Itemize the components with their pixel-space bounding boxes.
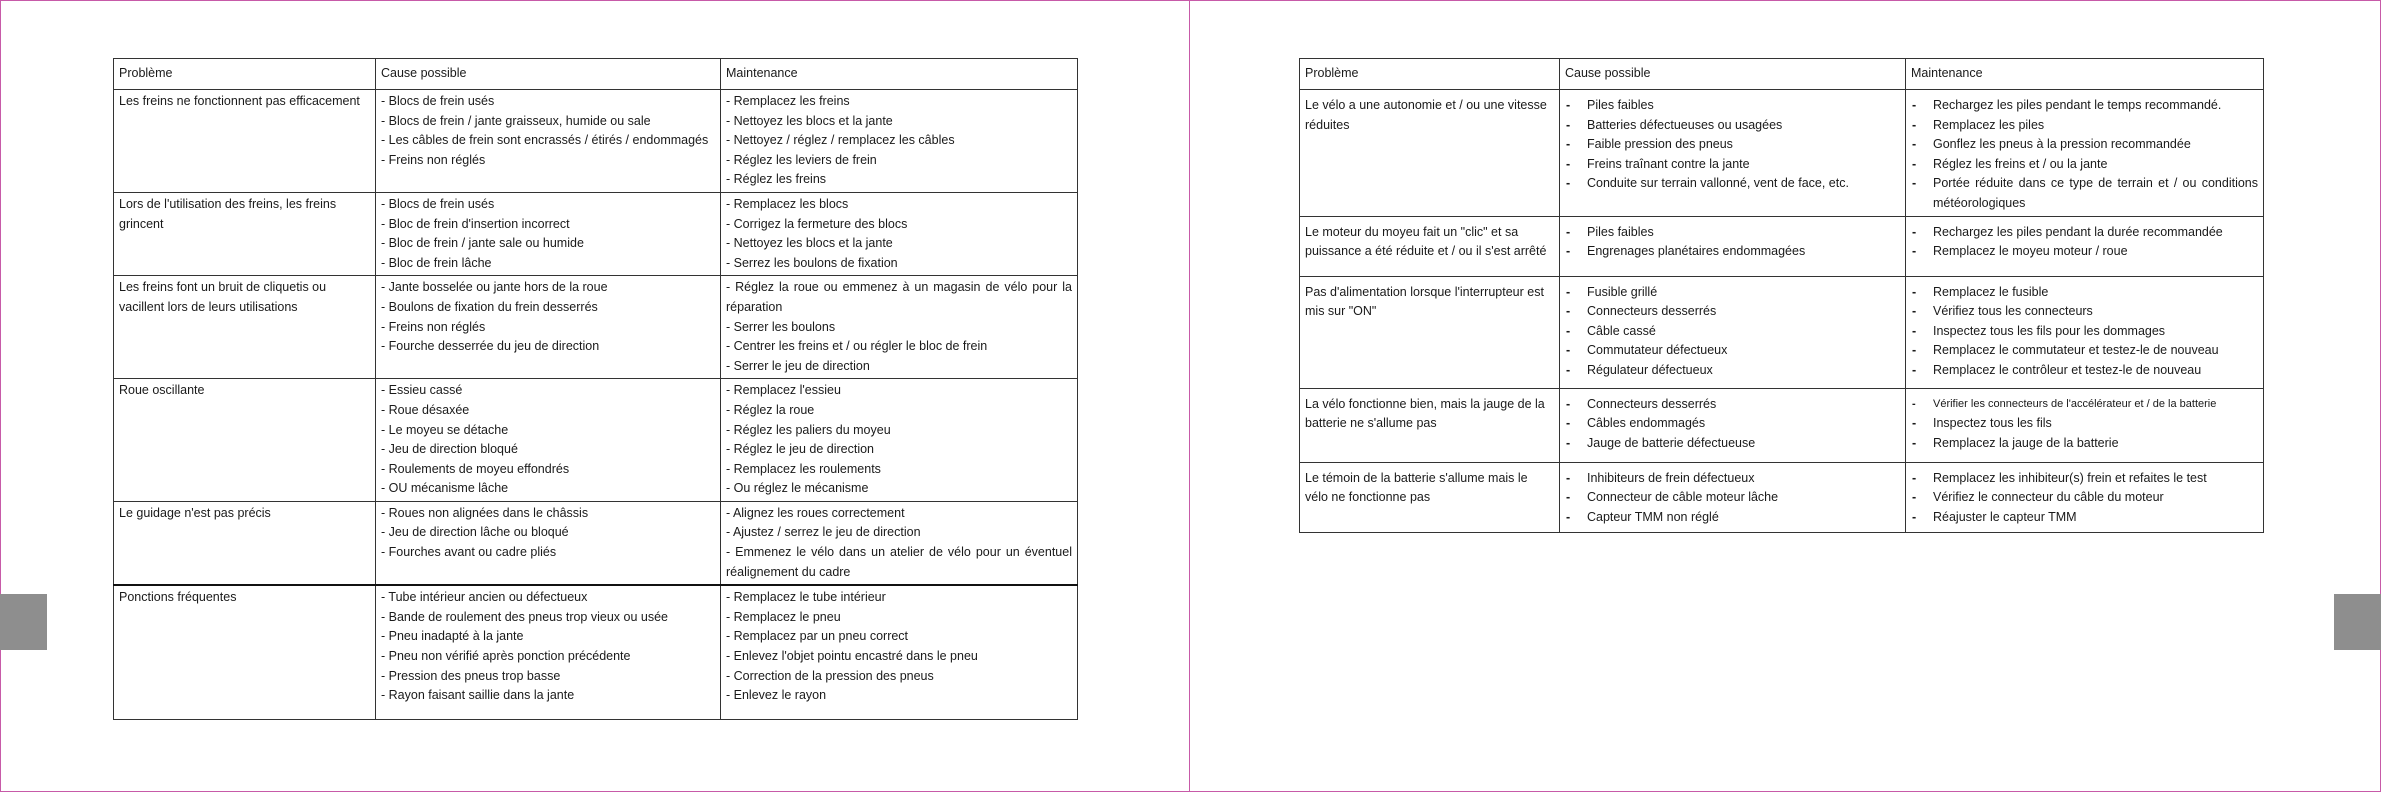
fix-line: - Remplacez les roulements — [726, 461, 881, 476]
fix-item: - Remplacez le fusible — [1911, 283, 2258, 303]
problem-cell: La vélo fonctionne bien, mais la jauge de la batterie ne s'allume pas — [1300, 388, 1560, 462]
cause-cell — [376, 90, 721, 193]
cause-cell — [1560, 90, 1906, 217]
fix-item: - Rechargez les piles pendant le temps recommandé. — [1911, 96, 2258, 116]
maintenance-cell — [721, 585, 1078, 719]
problem-cell: Pas d'alimentation lorsque l'interrupteur est mis sur "ON" — [1300, 276, 1560, 388]
fix-item: - Remplacez la jauge de la batterie — [1911, 434, 2258, 454]
fix-line: - Serrez les boulons de fixation — [726, 255, 898, 270]
cause-line: - Fourche desserrée du jeu de direction — [381, 339, 600, 354]
cause-cell — [376, 276, 721, 379]
cause-line: - Blocs de frein / jante graisseux, humide ou sale — [381, 113, 651, 128]
fix-item: - Remplacez le contrôleur et testez-le de nouveau — [1911, 361, 2258, 381]
cause-line: - Bloc de frein / jante sale ou humide — [381, 236, 584, 251]
fix-line: - Alignez les roues correctement — [726, 505, 905, 520]
cause-item: - Batteries défectueuses ou usagées — [1565, 116, 1900, 136]
header-cause: Cause possible — [1560, 59, 1906, 90]
troubleshooting-table-mechanical — [113, 58, 1078, 720]
cause-item: - Piles faibles — [1565, 96, 1900, 116]
problem-cell: Le moteur du moyeu fait un "clic" et sa puissance a été réduite et / ou il s'est arrêté — [1300, 216, 1560, 276]
cause-line: - Jante bosselée ou jante hors de la roue — [381, 280, 608, 295]
fix-item: - Inspectez tous les fils pour les dommages — [1911, 322, 2258, 342]
table-header-row — [1300, 59, 2264, 90]
table-row — [114, 90, 1078, 193]
cause-item: - Piles faibles — [1565, 223, 1900, 243]
fix-item: - Rechargez les piles pendant la durée recommandée — [1911, 223, 2258, 243]
problem-cell: Les freins ne fonctionnent pas efficacement — [114, 90, 376, 193]
cause-item: - Connecteurs desserrés — [1565, 395, 1900, 415]
fix-line: - Remplacez par un pneu correct — [726, 629, 909, 644]
fix-line: - Réglez les freins — [726, 172, 827, 187]
table-row — [114, 379, 1078, 502]
fix-item: - Vérifier les connecteurs de l'accélérateur et / de la batterie — [1911, 395, 2258, 415]
fix-line: - Ou réglez le mécanisme — [726, 481, 869, 496]
maintenance-cell — [1906, 90, 2264, 217]
table-row — [1300, 216, 2264, 276]
cause-line: - Pression des pneus trop basse — [381, 668, 561, 683]
problem-cell: Roue oscillante — [114, 379, 376, 502]
cause-line: - OU mécanisme lâche — [381, 481, 509, 496]
table-row — [114, 192, 1078, 275]
cause-item: - Connecteur de câble moteur lâche — [1565, 488, 1900, 508]
header-maintenance: Maintenance — [721, 59, 1078, 90]
cause-cell — [1560, 276, 1906, 388]
cause-item: - Câble cassé — [1565, 322, 1900, 342]
fix-line: - Ajustez / serrez le jeu de direction — [726, 525, 921, 540]
problem-cell: Le guidage n'est pas précis — [114, 501, 376, 585]
header-cause: Cause possible — [376, 59, 721, 90]
cause-cell — [1560, 462, 1906, 532]
table-row — [1300, 90, 2264, 217]
problem-cell: Les freins font un bruit de cliquetis ou vacillent lors de leurs utilisations — [114, 276, 376, 379]
fix-line: - Nettoyez les blocs et la jante — [726, 236, 893, 251]
fix-item: - Remplacez les inhibiteur(s) frein et refaites le test — [1911, 469, 2258, 489]
fix-item: - Vérifiez tous les connecteurs — [1911, 302, 2258, 322]
table-row — [114, 276, 1078, 379]
cause-item: - Faible pression des pneus — [1565, 135, 1900, 155]
maintenance-cell — [1906, 462, 2264, 532]
header-problem: Problème — [114, 59, 376, 90]
cause-cell — [376, 192, 721, 275]
fix-line: - Nettoyez / réglez / remplacez les câbles — [726, 133, 955, 148]
cause-line: - Bande de roulement des pneus trop vieux ou usée — [381, 609, 668, 624]
cause-line: - Roue désaxée — [381, 402, 470, 417]
maintenance-cell — [721, 379, 1078, 502]
fix-line: - Emmenez le vélo dans un atelier de vélo pour un éventuel réalignement du cadre — [726, 545, 1072, 579]
cause-item: - Connecteurs desserrés — [1565, 302, 1900, 322]
problem-cell: Le témoin de la batterie s'allume mais le vélo ne fonctionne pas — [1300, 462, 1560, 532]
cause-item: - Commutateur défectueux — [1565, 341, 1900, 361]
maintenance-cell — [721, 90, 1078, 193]
cause-line: - Blocs de frein usés — [381, 94, 495, 108]
fix-item: - Réajuster le capteur TMM — [1911, 508, 2258, 528]
maintenance-cell — [1906, 276, 2264, 388]
cause-line: - Pneu inadapté à la jante — [381, 629, 524, 644]
problem-cell: Le vélo a une autonomie et / ou une vitesse réduites — [1300, 90, 1560, 217]
fix-item: - Réglez les freins et / ou la jante — [1911, 155, 2258, 175]
cause-line: - Freins non réglés — [381, 319, 486, 334]
cause-item: - Inhibiteurs de frein défectueux — [1565, 469, 1900, 489]
header-maintenance: Maintenance — [1906, 59, 2264, 90]
fix-item: - Gonflez les pneus à la pression recommandée — [1911, 135, 2258, 155]
fix-line: - Serrer les boulons — [726, 319, 836, 334]
cause-item: - Fusible grillé — [1565, 283, 1900, 303]
fix-item: - Remplacez le commutateur et testez-le de nouveau — [1911, 341, 2258, 361]
fix-item: - Portée réduite dans ce type de terrain et / ou conditions météorologiques — [1911, 174, 2258, 213]
fix-item: - Inspectez tous les fils — [1911, 414, 2258, 434]
cause-line: - Freins non réglés — [381, 152, 486, 167]
table-header-row — [114, 59, 1078, 90]
header-problem: Problème — [1300, 59, 1560, 90]
cause-cell — [376, 501, 721, 585]
fix-line: - Serrer le jeu de direction — [726, 358, 870, 373]
cause-item: - Freins traînant contre la jante — [1565, 155, 1900, 175]
cause-line: - Fourches avant ou cadre pliés — [381, 545, 557, 560]
fix-line: - Réglez la roue ou emmenez à un magasin de vélo pour la réparation — [726, 280, 1072, 314]
cause-item: - Câbles endommagés — [1565, 414, 1900, 434]
cause-item: - Engrenages planétaires endommagées — [1565, 242, 1900, 262]
fix-line: - Corrigez la fermeture des blocs — [726, 216, 908, 231]
left-page-tab — [0, 594, 47, 650]
cause-cell — [376, 585, 721, 719]
fix-line: - Centrer les freins et / ou régler le bloc de frein — [726, 339, 988, 354]
fix-line: - Remplacez le tube intérieur — [726, 590, 886, 605]
table-row — [1300, 388, 2264, 462]
maintenance-cell — [1906, 388, 2264, 462]
cause-line: - Roues non alignées dans le châssis — [381, 505, 589, 520]
fix-item: - Remplacez les piles — [1911, 116, 2258, 136]
right-page-tab — [2334, 594, 2381, 650]
cause-line: - Jeu de direction lâche ou bloqué — [381, 525, 569, 540]
fix-line: - Correction de la pression des pneus — [726, 668, 934, 683]
fix-line: - Remplacez les freins — [726, 94, 850, 108]
cause-line: - Le moyeu se détache — [381, 422, 509, 437]
fix-line: - Réglez les leviers de frein — [726, 152, 877, 167]
fix-item: - Vérifiez le connecteur du câble du moteur — [1911, 488, 2258, 508]
table-row — [114, 585, 1078, 719]
cause-line: - Tube intérieur ancien ou défectueux — [381, 590, 588, 605]
cause-line: - Boulons de fixation du frein desserrés — [381, 299, 598, 314]
cause-cell — [1560, 388, 1906, 462]
cause-line: - Les câbles de frein sont encrassés / étirés / endommagés — [381, 133, 709, 148]
cause-line: - Roulements de moyeu effondrés — [381, 461, 570, 476]
table-row — [114, 501, 1078, 585]
maintenance-cell — [721, 192, 1078, 275]
cause-line: - Pneu non vérifié après ponction précédente — [381, 649, 631, 664]
table-row — [1300, 276, 2264, 388]
fix-line: - Nettoyez les blocs et la jante — [726, 113, 893, 128]
cause-line: - Jeu de direction bloqué — [381, 442, 518, 457]
maintenance-cell — [1906, 216, 2264, 276]
table-row — [1300, 462, 2264, 532]
fix-line: - Enlevez l'objet pointu encastré dans le pneu — [726, 649, 978, 664]
fix-line: - Remplacez l'essieu — [726, 383, 841, 398]
cause-cell — [376, 379, 721, 502]
cause-line: - Rayon faisant saillie dans la jante — [381, 688, 575, 703]
cause-cell — [1560, 216, 1906, 276]
cause-item: - Jauge de batterie défectueuse — [1565, 434, 1900, 454]
cause-line: - Essieu cassé — [381, 383, 463, 398]
cause-line: - Bloc de frein lâche — [381, 255, 492, 270]
cause-line: - Blocs de frein usés — [381, 196, 495, 211]
fix-item: - Remplacez le moyeu moteur / roue — [1911, 242, 2258, 262]
fix-line: - Enlevez le rayon — [726, 688, 827, 703]
cause-item: - Régulateur défectueux — [1565, 361, 1900, 381]
cause-item: - Conduite sur terrain vallonné, vent de face, etc. — [1565, 174, 1900, 194]
problem-cell: Ponctions fréquentes — [114, 585, 376, 719]
maintenance-cell — [721, 501, 1078, 585]
problem-cell: Lors de l'utilisation des freins, les freins grincent — [114, 192, 376, 275]
cause-item: - Capteur TMM non réglé — [1565, 508, 1900, 528]
fix-line: - Réglez les paliers du moyeu — [726, 422, 891, 437]
fix-line: - Remplacez les blocs — [726, 196, 849, 211]
fix-line: - Remplacez le pneu — [726, 609, 841, 624]
maintenance-cell — [721, 276, 1078, 379]
troubleshooting-table-electrical — [1299, 58, 2264, 533]
cause-line: - Bloc de frein d'insertion incorrect — [381, 216, 570, 231]
fix-line: - Réglez la roue — [726, 402, 815, 417]
fix-line: - Réglez le jeu de direction — [726, 442, 874, 457]
